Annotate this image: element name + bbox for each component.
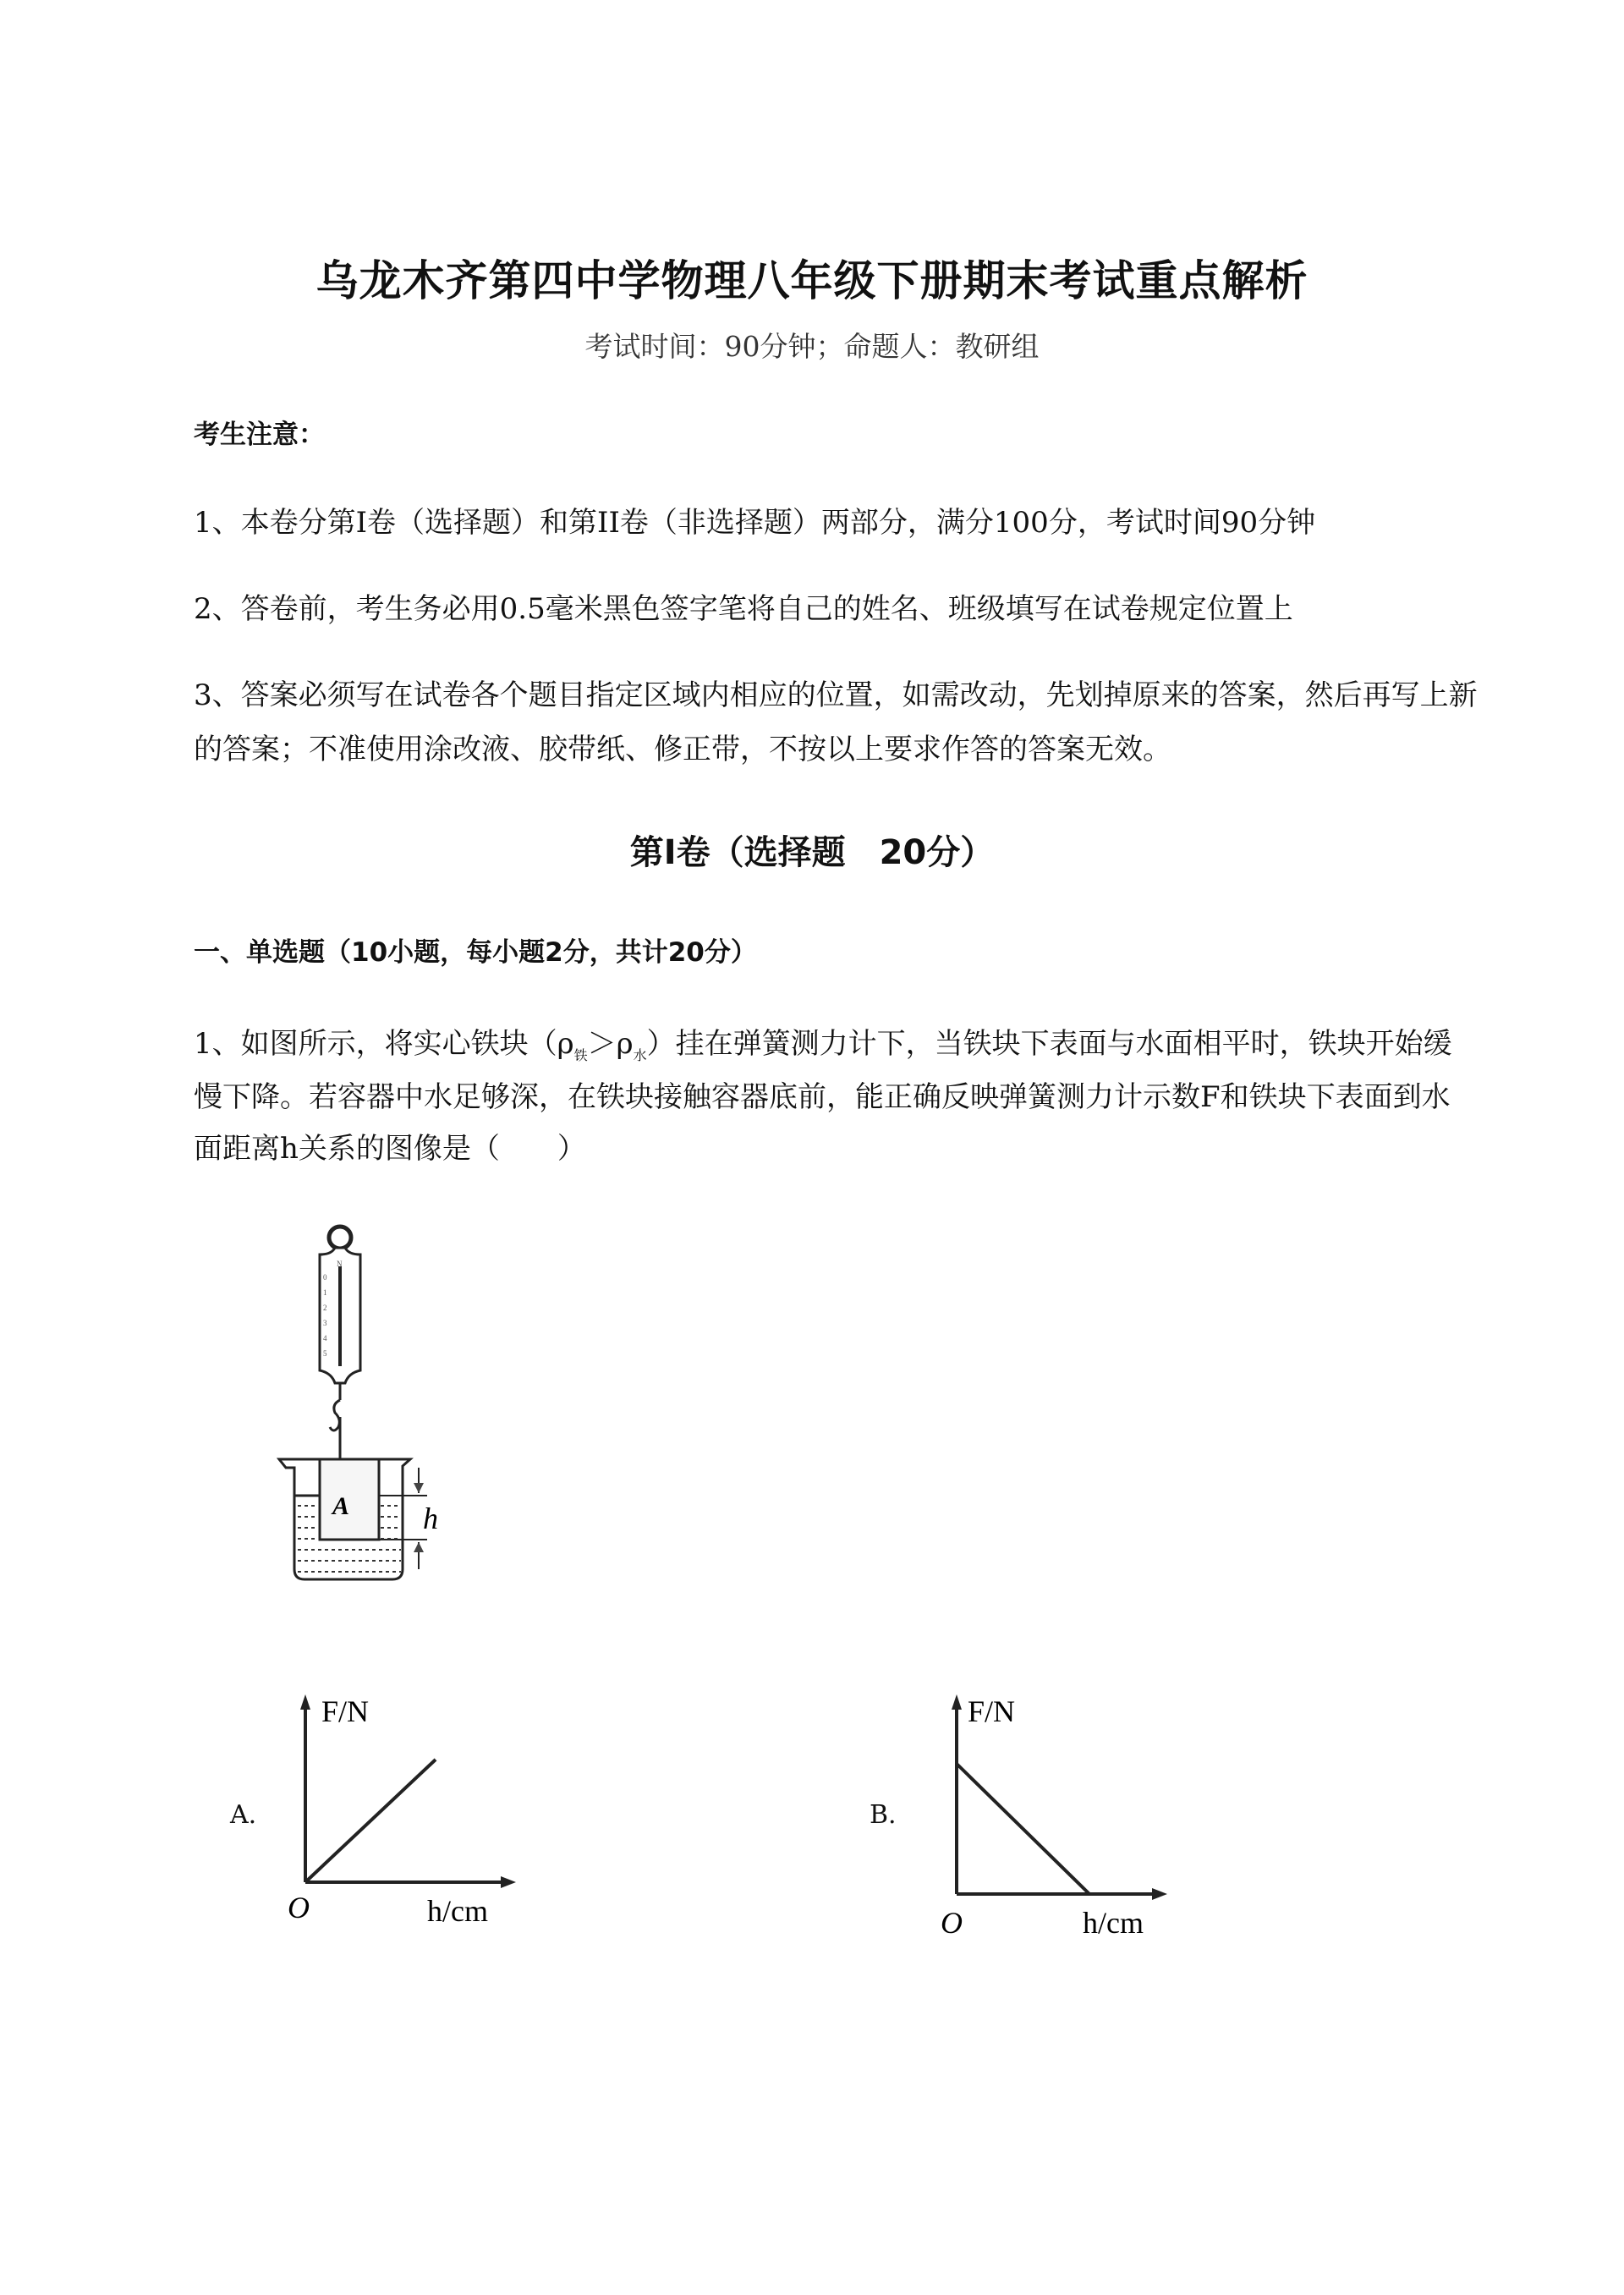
option-b-y-axis: F/N xyxy=(968,1694,1016,1728)
section-title: 第I卷（选择题 20分） xyxy=(629,833,995,872)
notice-item-3-cont: 的答案；不准使用涂改液、胶带纸、修正带，不按以上要求作答的答案无效。 xyxy=(194,733,1171,766)
notice-item-3: 3、答案必须写在试卷各个题目指定区域内相应的位置，如需改动，先划掉原来的答案，然后再写上新 xyxy=(194,678,1478,712)
page-title: 乌龙木齐第四中学物理八年级下册期末考试重点解析 xyxy=(315,256,1309,305)
subscript-iron: 铁 xyxy=(573,1046,588,1063)
option-b-x-axis: h/cm xyxy=(1083,1906,1144,1940)
block-label: A xyxy=(332,1492,350,1520)
scale-tick: 2 xyxy=(323,1304,327,1312)
question-1-line-2: 慢下降。若容器中水足够深，在铁块接触容器底前，能正确反映弹簧测力计示数F和铁块下表面到水 xyxy=(194,1080,1451,1114)
option-b-graph[interactable] xyxy=(930,1688,1184,1941)
scale-tick: 4 xyxy=(323,1334,327,1342)
option-a-y-axis: F/N xyxy=(321,1694,370,1728)
subscript-water: 水 xyxy=(633,1046,647,1063)
option-a-graph[interactable] xyxy=(279,1688,533,1933)
scale-tick: 1 xyxy=(323,1288,327,1297)
option-a-label[interactable]: A. xyxy=(230,1800,257,1830)
question-1-line-3: 面距离h关系的图像是（ ） xyxy=(194,1132,586,1166)
spring-scale-beaker-figure xyxy=(254,1214,457,1603)
option-a-x-axis: h/cm xyxy=(427,1894,488,1928)
q1-text: ＞ρ xyxy=(587,1027,634,1061)
option-a-line xyxy=(305,1760,436,1882)
option-b-origin: O xyxy=(941,1906,963,1940)
notice-item-2: 2、答卷前，考生务必用0.5毫米黑色签字笔将自己的姓名、班级填写在试卷规定位置上 xyxy=(194,592,1293,626)
notice-heading: 考生注意： xyxy=(194,420,325,450)
q1-text: ）挂在弹簧测力计下，当铁块下表面与水面相平时，铁块开始缓 xyxy=(646,1027,1452,1061)
notice-item-1: 1、本卷分第I卷（选择题）和第II卷（非选择题）两部分，满分100分，考试时间90分钟 xyxy=(194,506,1316,540)
q1-text: 1、如图所示，将实心铁块（ρ xyxy=(194,1027,574,1061)
part-heading: 一、单选题（10小题，每小题2分，共计20分） xyxy=(194,937,757,968)
exam-info: 考试时间：90分钟；命题人：教研组 xyxy=(584,330,1040,363)
depth-label: h xyxy=(423,1502,438,1535)
option-b-label[interactable]: B. xyxy=(870,1800,897,1830)
question-1-line-1 xyxy=(194,1020,1452,1064)
option-b-line xyxy=(957,1764,1089,1894)
scale-tick: 0 xyxy=(323,1273,327,1282)
option-a-origin: O xyxy=(288,1891,310,1924)
scale-tick: 5 xyxy=(323,1349,327,1358)
scale-unit: N xyxy=(337,1260,343,1268)
scale-tick: 3 xyxy=(323,1319,327,1327)
